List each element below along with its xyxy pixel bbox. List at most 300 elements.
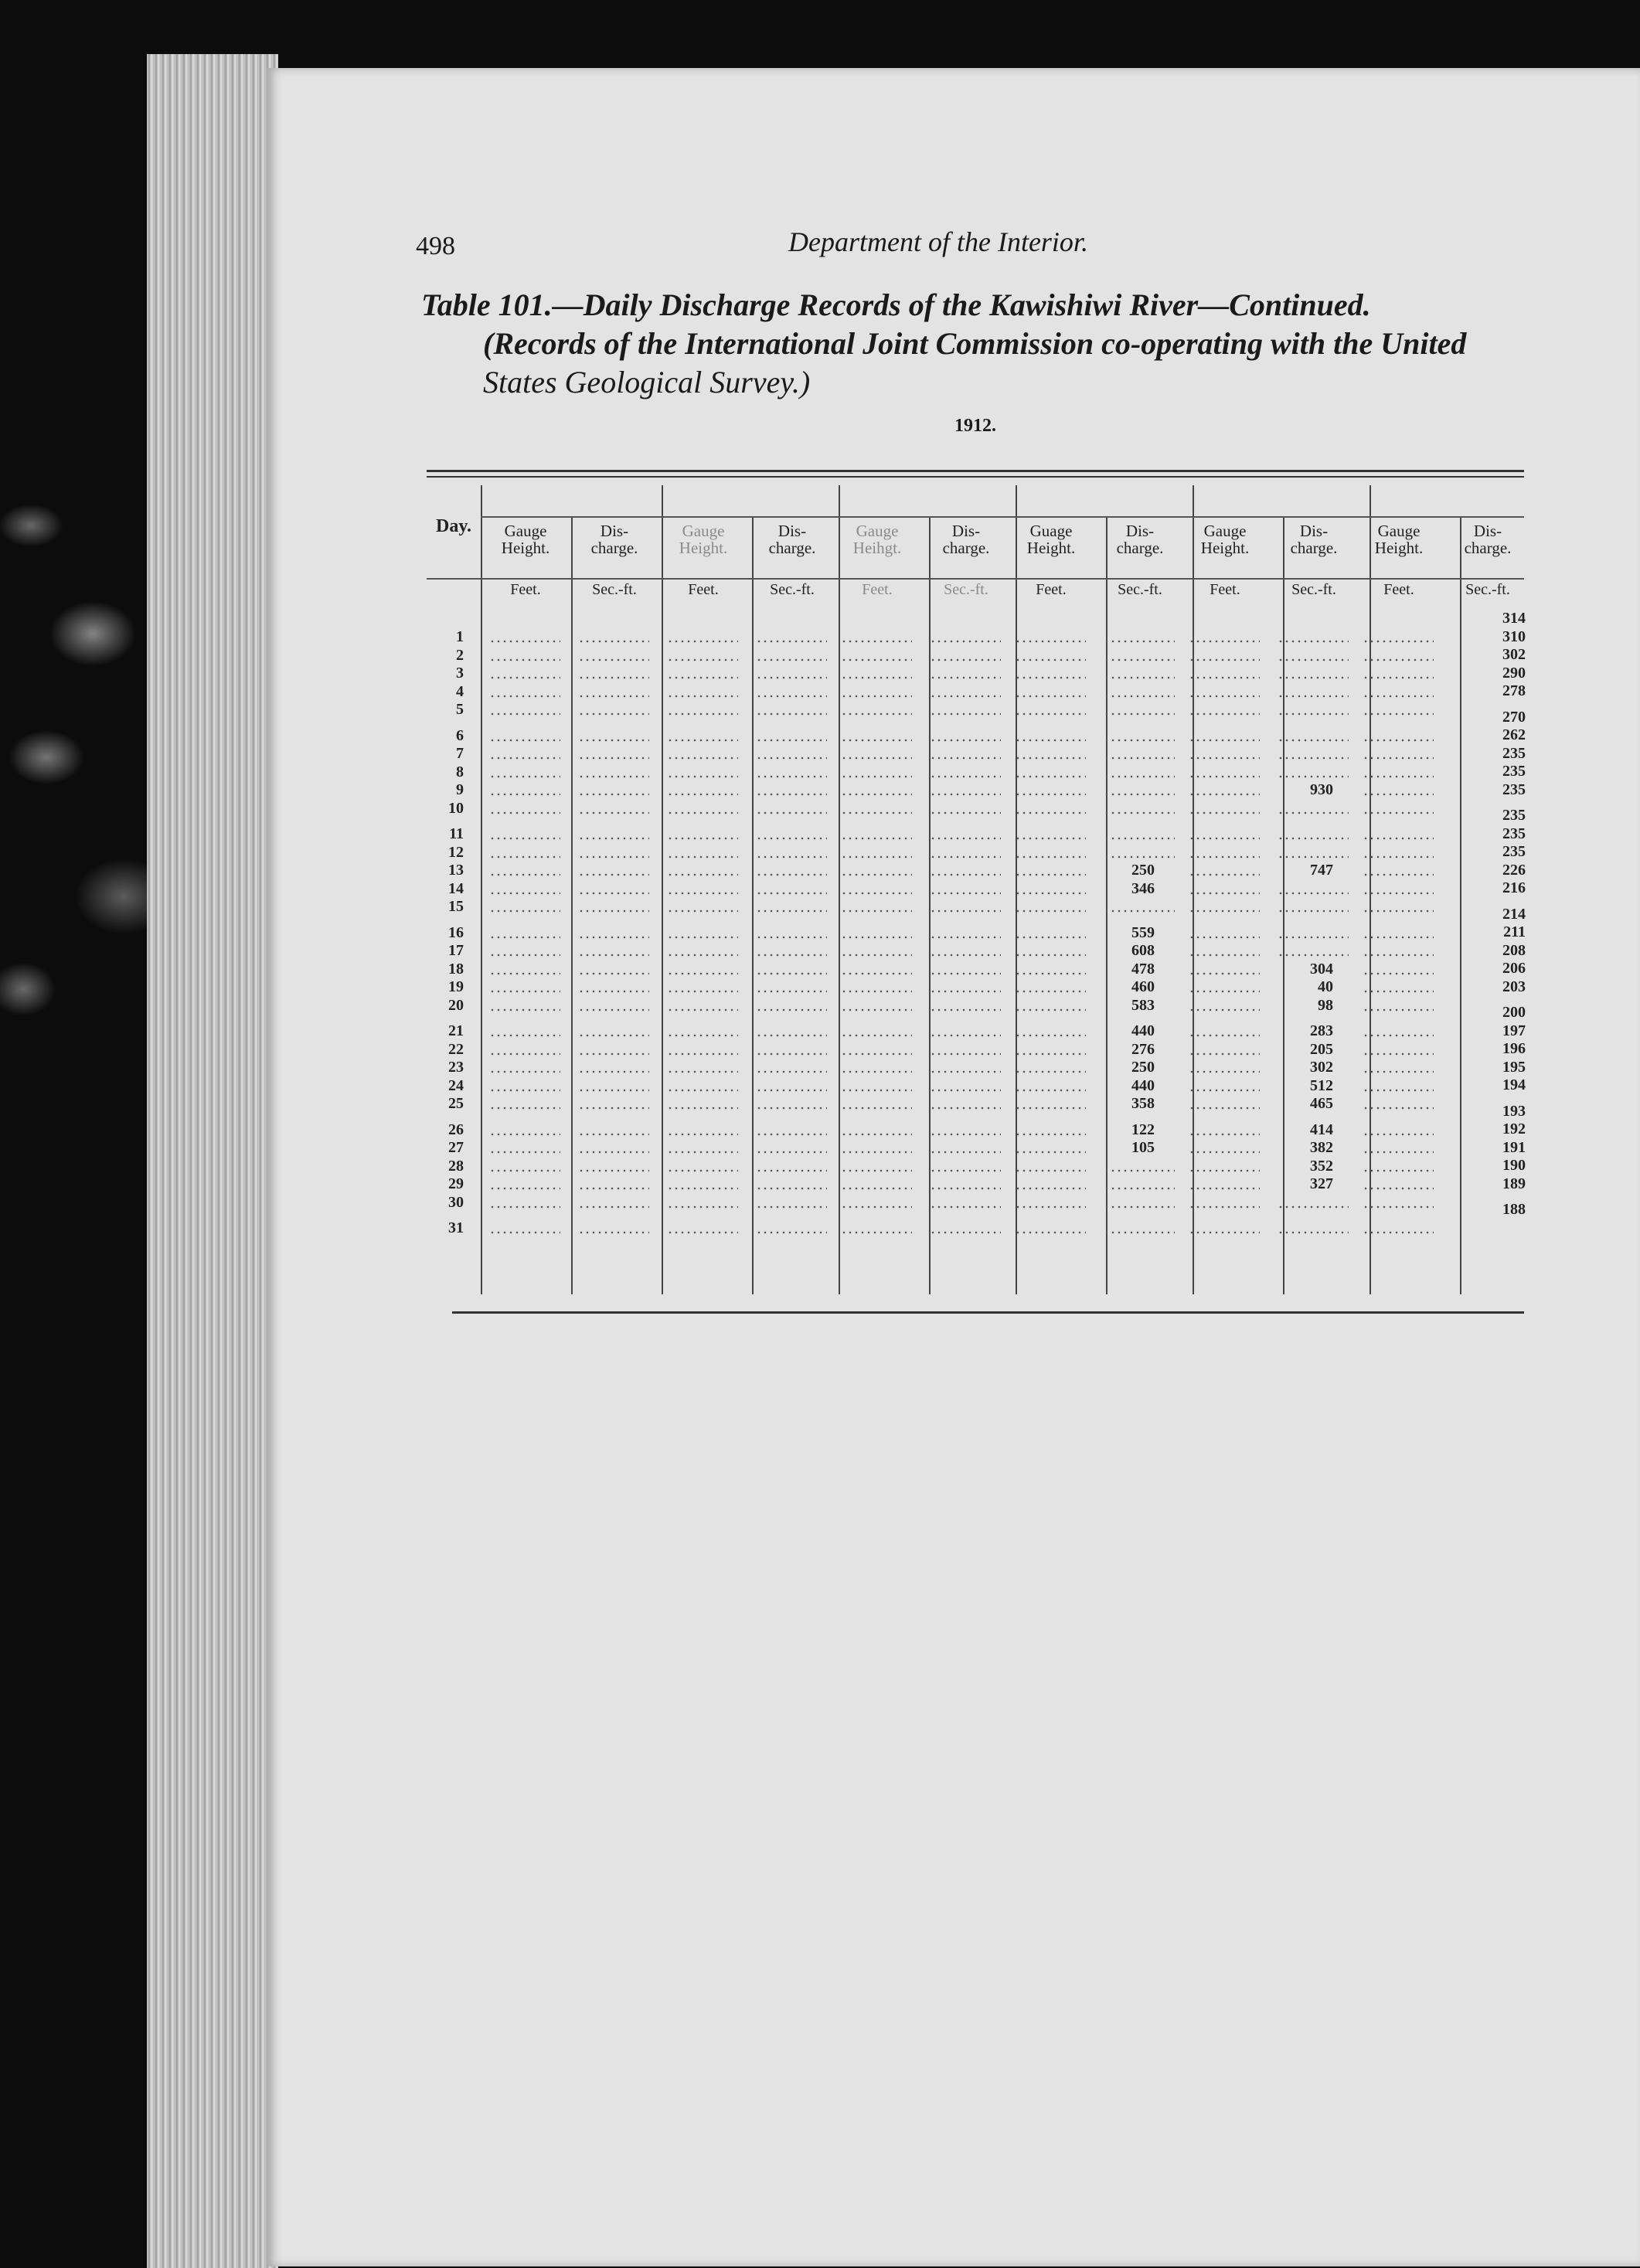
empty-cell-leader — [1015, 811, 1086, 814]
empty-cell-leader — [1363, 972, 1434, 975]
empty-cell-leader — [841, 658, 912, 661]
discharge-header — [1271, 522, 1356, 556]
discharge-header — [1097, 522, 1182, 556]
day-number: 28 — [448, 1157, 464, 1175]
empty-cell-leader — [1015, 1205, 1086, 1209]
empty-cell-leader — [1104, 793, 1175, 796]
running-head: Department of the Interior. — [788, 226, 1088, 257]
empty-cell-leader — [841, 712, 912, 716]
empty-cell-leader — [1363, 1133, 1434, 1136]
october-discharge-value: 440 — [1131, 1076, 1155, 1094]
unit-sec-ft: Sec.-ft. — [1118, 581, 1162, 598]
day-number: 15 — [448, 898, 464, 915]
gauge-height-header — [661, 522, 746, 556]
empty-cell-leader — [930, 676, 1001, 679]
october-discharge-value: 559 — [1131, 923, 1155, 941]
month-header-august — [661, 485, 831, 516]
day-number: 3 — [456, 665, 464, 682]
empty-cell-leader — [756, 695, 827, 698]
discharge-header — [1445, 522, 1530, 556]
empty-cell-leader — [578, 954, 649, 957]
empty-cell-leader — [930, 1133, 1001, 1136]
empty-cell-leader — [756, 873, 827, 876]
empty-cell-leader — [578, 1034, 649, 1037]
empty-cell-leader — [930, 1089, 1001, 1092]
empty-cell-leader — [1189, 793, 1260, 796]
empty-cell-leader — [489, 837, 560, 840]
empty-cell-leader — [578, 990, 649, 993]
column-header-line: Dis- — [600, 522, 629, 540]
october-discharge-value: 358 — [1131, 1095, 1155, 1112]
empty-cell-leader — [1363, 793, 1434, 796]
empty-cell-leader — [930, 775, 1001, 778]
column-header-line: Height. — [1374, 539, 1424, 557]
column-header-line: charge. — [590, 539, 638, 557]
empty-cell-leader — [1015, 1052, 1086, 1056]
empty-cell-leader — [667, 954, 738, 957]
empty-cell-leader — [1363, 1070, 1434, 1073]
empty-cell-leader — [841, 1205, 912, 1209]
empty-cell-leader — [930, 712, 1001, 716]
empty-cell-leader — [1189, 676, 1260, 679]
empty-cell-leader — [841, 1052, 912, 1056]
empty-cell-leader — [667, 793, 738, 796]
day-number: 9 — [456, 781, 464, 798]
empty-cell-leader — [841, 990, 912, 993]
discharge-header — [924, 522, 1009, 556]
november-discharge-value: 747 — [1310, 862, 1333, 879]
november-discharge-value: 302 — [1310, 1059, 1333, 1076]
empty-cell-leader — [1015, 1107, 1086, 1110]
day-number: 31 — [448, 1219, 464, 1236]
december-discharge-value: 195 — [1502, 1058, 1526, 1076]
empty-cell-leader — [1015, 695, 1086, 698]
november-discharge-value: 283 — [1310, 1022, 1333, 1039]
empty-cell-leader — [841, 1133, 912, 1136]
december-discharge-value: 270 — [1502, 708, 1526, 726]
month-header-december — [1356, 485, 1526, 516]
gauge-height-header — [1182, 522, 1267, 556]
empty-cell-leader — [1189, 1169, 1260, 1172]
day-number: 25 — [448, 1095, 464, 1112]
table-column-divider — [839, 485, 840, 1294]
empty-cell-leader — [1104, 658, 1175, 661]
empty-cell-leader — [489, 695, 560, 698]
empty-cell-leader — [489, 676, 560, 679]
day-number: 14 — [448, 879, 464, 897]
table-top-rule-thin — [427, 476, 1524, 478]
empty-cell-leader — [1278, 855, 1349, 859]
column-header-line: Guage — [1029, 522, 1073, 540]
december-discharge-value: 302 — [1502, 646, 1526, 663]
unit-sec-ft: Sec.-ft. — [770, 581, 815, 598]
empty-cell-leader — [1363, 936, 1434, 939]
empty-cell-leader — [489, 1205, 560, 1209]
column-header-line: Dis- — [1299, 522, 1329, 540]
caption-line-3: States Geological Survey.) — [483, 365, 811, 400]
empty-cell-leader — [1189, 811, 1260, 814]
empty-cell-leader — [1104, 811, 1175, 814]
empty-cell-leader — [756, 1187, 827, 1190]
empty-cell-leader — [667, 640, 738, 643]
column-header-line: charge. — [1464, 539, 1512, 557]
empty-cell-leader — [1104, 757, 1175, 760]
table-bottom-rule — [452, 1311, 1524, 1314]
empty-cell-leader — [1015, 712, 1086, 716]
column-header-line: Gauge — [1203, 522, 1247, 540]
empty-cell-leader — [489, 972, 560, 975]
column-header-line: Gauge — [856, 522, 899, 540]
empty-cell-leader — [1189, 892, 1260, 895]
october-discharge-value: 105 — [1131, 1139, 1155, 1156]
empty-cell-leader — [1278, 775, 1349, 778]
empty-cell-leader — [1363, 1151, 1434, 1154]
day-number: 30 — [448, 1193, 464, 1211]
empty-cell-leader — [1189, 972, 1260, 975]
empty-cell-leader — [1104, 676, 1175, 679]
empty-cell-leader — [756, 892, 827, 895]
empty-cell-leader — [841, 972, 912, 975]
empty-cell-leader — [489, 1187, 560, 1190]
month-header-september — [835, 485, 1005, 516]
empty-cell-leader — [489, 1133, 560, 1136]
empty-cell-leader — [841, 1151, 912, 1154]
empty-cell-leader — [1363, 775, 1434, 778]
empty-cell-leader — [1278, 1231, 1349, 1234]
page-number: 498 — [416, 232, 455, 260]
december-discharge-value: 206 — [1502, 960, 1526, 977]
empty-cell-leader — [578, 775, 649, 778]
empty-cell-leader — [667, 1107, 738, 1110]
november-discharge-value: 382 — [1310, 1139, 1333, 1156]
december-discharge-value: 235 — [1502, 780, 1526, 798]
empty-cell-leader — [1104, 775, 1175, 778]
empty-cell-leader — [489, 775, 560, 778]
day-number: 1 — [456, 628, 464, 645]
empty-cell-leader — [667, 972, 738, 975]
empty-cell-leader — [1189, 1052, 1260, 1056]
table-column-divider — [662, 485, 663, 1294]
column-header-line: Height. — [1026, 539, 1076, 557]
empty-cell-leader — [489, 1070, 560, 1073]
empty-cell-leader — [1104, 1169, 1175, 1172]
december-discharge-value: 216 — [1502, 879, 1526, 896]
gauge-height-header — [1009, 522, 1094, 556]
december-discharge-value: 211 — [1503, 923, 1526, 940]
december-discharge-value: 314 — [1502, 610, 1526, 627]
december-discharge-value: 196 — [1502, 1040, 1526, 1057]
empty-cell-leader — [1015, 793, 1086, 796]
empty-cell-leader — [667, 739, 738, 742]
empty-cell-leader — [1104, 640, 1175, 643]
empty-cell-leader — [756, 1107, 827, 1110]
empty-cell-leader — [1189, 1034, 1260, 1037]
empty-cell-leader — [667, 936, 738, 939]
empty-cell-leader — [1363, 837, 1434, 840]
empty-cell-leader — [1363, 1231, 1434, 1234]
october-discharge-value: 440 — [1131, 1022, 1155, 1039]
day-number: 8 — [456, 763, 464, 780]
empty-cell-leader — [1015, 1151, 1086, 1154]
empty-cell-leader — [578, 640, 649, 643]
empty-cell-leader — [930, 1169, 1001, 1172]
empty-cell-leader — [667, 1070, 738, 1073]
unit-feet: Feet. — [1210, 581, 1240, 598]
empty-cell-leader — [1104, 739, 1175, 742]
column-header-line: charge. — [1290, 539, 1338, 557]
empty-cell-leader — [756, 837, 827, 840]
december-discharge-value: 194 — [1502, 1076, 1526, 1093]
empty-cell-leader — [930, 990, 1001, 993]
column-header-line: Height. — [679, 539, 728, 557]
column-header-line: Dis- — [1473, 522, 1502, 540]
empty-cell-leader — [1278, 910, 1349, 913]
empty-cell-leader — [667, 658, 738, 661]
empty-cell-leader — [930, 1052, 1001, 1056]
day-number: 24 — [448, 1076, 464, 1094]
empty-cell-leader — [1363, 676, 1434, 679]
december-discharge-value: 197 — [1502, 1022, 1526, 1039]
empty-cell-leader — [489, 990, 560, 993]
gauge-height-header — [1356, 522, 1441, 556]
december-discharge-value: 203 — [1502, 978, 1526, 995]
empty-cell-leader — [1015, 837, 1086, 840]
empty-cell-leader — [841, 739, 912, 742]
empty-cell-leader — [1363, 811, 1434, 814]
empty-cell-leader — [756, 1070, 827, 1073]
empty-cell-leader — [578, 1205, 649, 1209]
empty-cell-leader — [756, 1151, 827, 1154]
empty-cell-leader — [667, 1187, 738, 1190]
empty-cell-leader — [841, 892, 912, 895]
empty-cell-leader — [667, 775, 738, 778]
empty-cell-leader — [1363, 739, 1434, 742]
empty-cell-leader — [756, 972, 827, 975]
table-year: 1912. — [954, 416, 996, 436]
empty-cell-leader — [841, 1231, 912, 1234]
empty-cell-leader — [578, 658, 649, 661]
table-caption — [421, 286, 1503, 402]
december-discharge-value: 290 — [1502, 664, 1526, 682]
empty-cell-leader — [1189, 757, 1260, 760]
column-header-line: charge. — [768, 539, 816, 557]
november-discharge-value: 40 — [1318, 978, 1333, 995]
day-column-header: Day. — [435, 516, 471, 536]
empty-cell-leader — [667, 1133, 738, 1136]
empty-cell-leader — [667, 1008, 738, 1012]
empty-cell-leader — [1104, 1187, 1175, 1190]
unit-feet: Feet. — [1383, 581, 1414, 598]
empty-cell-leader — [1189, 1089, 1260, 1092]
empty-cell-leader — [489, 793, 560, 796]
unit-feet: Feet. — [688, 581, 719, 598]
empty-cell-leader — [1189, 1231, 1260, 1234]
empty-cell-leader — [930, 892, 1001, 895]
caption-line-2: (Records of the International Joint Commission co-operating with the United — [483, 326, 1467, 361]
empty-cell-leader — [1363, 1008, 1434, 1012]
empty-cell-leader — [1015, 910, 1086, 913]
november-discharge-value: 512 — [1310, 1076, 1333, 1094]
month-header-july — [483, 485, 653, 516]
empty-cell-leader — [578, 1151, 649, 1154]
empty-cell-leader — [489, 1231, 560, 1234]
gauge-height-header — [835, 522, 920, 556]
empty-cell-leader — [578, 695, 649, 698]
empty-cell-leader — [667, 1052, 738, 1056]
empty-cell-leader — [756, 676, 827, 679]
empty-cell-leader — [930, 1008, 1001, 1012]
empty-cell-leader — [930, 954, 1001, 957]
day-number: 12 — [448, 843, 464, 861]
empty-cell-leader — [1189, 1205, 1260, 1209]
empty-cell-leader — [489, 1089, 560, 1092]
empty-cell-leader — [1363, 1052, 1434, 1056]
empty-cell-leader — [1278, 676, 1349, 679]
empty-cell-leader — [841, 1107, 912, 1110]
empty-cell-leader — [1363, 990, 1434, 993]
november-discharge-value: 327 — [1310, 1175, 1333, 1192]
empty-cell-leader — [1104, 910, 1175, 913]
empty-cell-leader — [578, 1052, 649, 1056]
empty-cell-leader — [667, 1151, 738, 1154]
day-number: 10 — [448, 799, 464, 817]
empty-cell-leader — [1363, 658, 1434, 661]
empty-cell-leader — [1015, 892, 1086, 895]
column-header-line: Dis- — [1125, 522, 1155, 540]
day-number: 5 — [456, 701, 464, 718]
empty-cell-leader — [1015, 658, 1086, 661]
empty-cell-leader — [1363, 855, 1434, 859]
empty-cell-leader — [667, 811, 738, 814]
december-discharge-value: 235 — [1502, 763, 1526, 780]
empty-cell-leader — [578, 1133, 649, 1136]
december-discharge-value: 214 — [1502, 905, 1526, 923]
unit-sec-ft: Sec.-ft. — [1291, 581, 1336, 598]
november-discharge-value: 304 — [1310, 960, 1333, 978]
empty-cell-leader — [1015, 640, 1086, 643]
day-number: 4 — [456, 682, 464, 700]
empty-cell-leader — [1189, 712, 1260, 716]
empty-cell-leader — [930, 658, 1001, 661]
empty-cell-leader — [1278, 640, 1349, 643]
empty-cell-leader — [756, 855, 827, 859]
day-number: 23 — [448, 1059, 464, 1076]
empty-cell-leader — [578, 1107, 649, 1110]
empty-cell-leader — [1363, 1169, 1434, 1172]
empty-cell-leader — [1189, 695, 1260, 698]
empty-cell-leader — [578, 811, 649, 814]
column-header-line: charge. — [942, 539, 990, 557]
empty-cell-leader — [1015, 972, 1086, 975]
empty-cell-leader — [841, 837, 912, 840]
empty-cell-leader — [756, 1052, 827, 1056]
empty-cell-leader — [667, 1089, 738, 1092]
empty-cell-leader — [1189, 775, 1260, 778]
empty-cell-leader — [1189, 1008, 1260, 1012]
day-number: 19 — [448, 978, 464, 995]
october-discharge-value: 460 — [1131, 978, 1155, 995]
empty-cell-leader — [1015, 757, 1086, 760]
empty-cell-leader — [578, 676, 649, 679]
empty-cell-leader — [578, 855, 649, 859]
discharge-header — [750, 522, 835, 556]
empty-cell-leader — [756, 775, 827, 778]
empty-cell-leader — [1189, 1133, 1260, 1136]
empty-cell-leader — [489, 892, 560, 895]
empty-cell-leader — [1363, 695, 1434, 698]
november-discharge-value: 352 — [1310, 1157, 1333, 1175]
empty-cell-leader — [1015, 1089, 1086, 1092]
empty-cell-leader — [1015, 676, 1086, 679]
empty-cell-leader — [1278, 892, 1349, 895]
october-discharge-value: 250 — [1131, 862, 1155, 879]
empty-cell-leader — [1015, 1231, 1086, 1234]
empty-cell-leader — [667, 892, 738, 895]
empty-cell-leader — [667, 712, 738, 716]
empty-cell-leader — [1015, 873, 1086, 876]
december-discharge-value: 193 — [1502, 1102, 1526, 1120]
empty-cell-leader — [756, 1231, 827, 1234]
november-discharge-value: 98 — [1318, 996, 1333, 1014]
empty-cell-leader — [841, 1089, 912, 1092]
day-number: 20 — [448, 996, 464, 1014]
empty-cell-leader — [489, 873, 560, 876]
empty-cell-leader — [756, 936, 827, 939]
gauge-height-header — [483, 522, 568, 556]
empty-cell-leader — [578, 1169, 649, 1172]
december-discharge-value: 235 — [1502, 744, 1526, 762]
empty-cell-leader — [756, 910, 827, 913]
day-number: 7 — [456, 745, 464, 762]
empty-cell-leader — [1189, 873, 1260, 876]
empty-cell-leader — [756, 990, 827, 993]
empty-cell-leader — [1104, 855, 1175, 859]
empty-cell-leader — [1189, 837, 1260, 840]
empty-cell-leader — [667, 873, 738, 876]
empty-cell-leader — [841, 1034, 912, 1037]
empty-cell-leader — [1189, 1187, 1260, 1190]
table-column-divider — [1193, 485, 1194, 1294]
empty-cell-leader — [489, 640, 560, 643]
day-number: 11 — [449, 825, 464, 842]
column-header-line: Gauge — [504, 522, 547, 540]
empty-cell-leader — [756, 640, 827, 643]
empty-cell-leader — [841, 910, 912, 913]
empty-cell-leader — [756, 1089, 827, 1092]
empty-cell-leader — [667, 837, 738, 840]
empty-cell-leader — [578, 1008, 649, 1012]
empty-cell-leader — [1278, 837, 1349, 840]
empty-cell-leader — [1015, 1133, 1086, 1136]
month-header-underline — [481, 516, 1524, 518]
empty-cell-leader — [1363, 1089, 1434, 1092]
empty-cell-leader — [1363, 640, 1434, 643]
empty-cell-leader — [578, 1070, 649, 1073]
empty-cell-leader — [489, 658, 560, 661]
empty-cell-leader — [756, 1034, 827, 1037]
book-page-edges — [147, 54, 278, 2268]
empty-cell-leader — [930, 972, 1001, 975]
december-discharge-value: 310 — [1502, 627, 1526, 645]
empty-cell-leader — [756, 658, 827, 661]
empty-cell-leader — [756, 793, 827, 796]
empty-cell-leader — [489, 1107, 560, 1110]
december-discharge-value: 235 — [1502, 825, 1526, 842]
table-column-divider — [1016, 485, 1017, 1294]
empty-cell-leader — [930, 936, 1001, 939]
empty-cell-leader — [578, 892, 649, 895]
empty-cell-leader — [930, 793, 1001, 796]
